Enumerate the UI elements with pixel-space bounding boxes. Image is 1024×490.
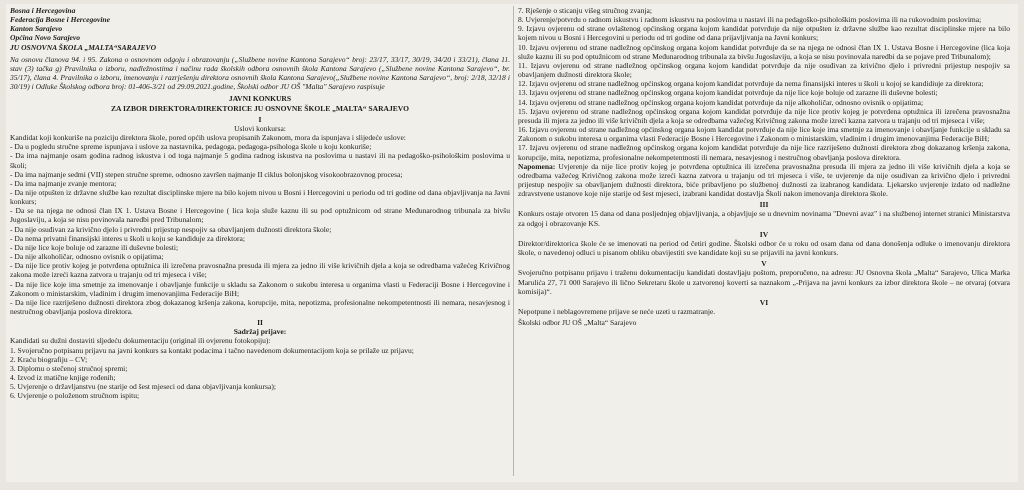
section-text: Nepotpune i neblagovremene prijave se neće uzeti u razmatranje.: [518, 307, 716, 316]
list-item: 12. Izjavu ovjerenu od strane nadležnog općinskog organa kojom kandidat potvrđuje da nema finansijski interes u školi u kojoj se kandidiuje za direktora;: [518, 79, 984, 89]
list-item: - Da nema privatni finansijski interes u školi u koju se kandiduje za direktora;: [10, 233, 245, 243]
notice-title: JAVNI KONKURS: [228, 94, 292, 104]
documents-list: [10, 346, 510, 401]
list-item: - Da nije otpušten iz državne službe kao rezultat disciplinske mjere na bilo kojem nivou u Bosni i Hercegovini u periodu od tri godine od dana objavljivanja na Javni konkurs;: [10, 187, 510, 207]
section-number: II: [257, 318, 263, 328]
header-line: Federacija Bosne i Hercegovine: [10, 15, 110, 25]
section-intro: Kandidat koji konkuriše na poziciju direktora škole, pored općih uslova propisanih Zakonom, mora da ispunjava i slijedeće uslove:: [10, 133, 406, 143]
section-number: I: [258, 114, 262, 124]
header-line: Kanton Sarajevo: [10, 24, 63, 34]
signature: Školski odbor JU OŠ „Malta“ Sarajevo: [518, 318, 637, 328]
list-item: 2. Kraću biografiju – CV;: [10, 354, 88, 364]
list-item: 3. Diplomu o stečenoj stručnoj spremi;: [10, 363, 128, 373]
list-item: - Da ima najmanje osam godina radnog iskustva i od toga najmanje 5 godina radnog iskustva na poslovima u nastavi ili na pedagoško-psihološkim poslovima u školi;: [10, 151, 510, 170]
list-item: 11. Izjavu ovjerenu od strane nadležnog općinskog organa kojom kandidat potvrđuje da nije osuđivan za krivično djelo i privredni prijestup nespojiv sa obavljanjem dužnosti direktora škole;: [518, 60, 1010, 80]
list-item: - Da se na njega ne odnosi član IX 1. Ustava Bosne i Hercegovine ( lica koja služe kaznu ili su pod optužnicom od strane Međunarodnog tribunala za bivšu Jugoslaviju, a koja se nisu povinovala naredbi pred Tribunalom;: [10, 206, 510, 225]
section-text: Direktor/direktorica škole će se imenovati na period od četiri godine. Školski odbor će u roku od osam dana od dana donošenja odluke o imenovanju direktora škole, o navedenoj odluci u pisanom obliku obavijestiti sve kandidate koji su se prijavili na javni konkurs.: [518, 238, 1010, 258]
institution-header: [10, 6, 510, 52]
newspaper-notice: [6, 4, 1018, 482]
list-item: - Da u pogledu stručne spreme ispunjava i uslove za nastavnika, pedagoga, pedagoga-psihologa škole u koju konkuriše;: [10, 142, 372, 152]
section-number: V: [761, 259, 767, 269]
section-number: IV: [759, 229, 769, 239]
list-item: 6. Uvjerenje o položenom stručnom ispitu;: [10, 391, 140, 401]
section-number: III: [759, 200, 769, 210]
list-item: - Da ima najmanje sedmi (VII) stepen stručne spreme, odnosno završen najmanje II ciklus bolonjskog visokoobrazovnog procesa;: [10, 169, 403, 179]
list-item: - Da nije lice koje ima smetnje za imenovanje i obavljanje funkcije u skladu sa Zakonom o sukobu interesa u organima vlasti u Federaciji Bosne i Hercegovine i Zakonom o ministarskim, vladinim i drugim imenovanjima Federacije BiH;: [10, 279, 510, 298]
section-intro: Kandidati su dužni dostaviti sljedeću dokumentaciju (original ili ovjerenu fotokopiju):: [10, 336, 271, 346]
list-item: 7. Rješenje o sticanju višeg stručnog zvanja;: [518, 6, 652, 15]
note-label: Napomena:: [518, 161, 556, 171]
left-column: [10, 6, 510, 480]
right-column: [518, 6, 1010, 480]
section-text: Svojeručno potpisanu prijavu i traženu dokumentaciju kandidati dostavljaju poštom, preporučeno, na adresu: JU Osnovna škola „Malta“ Sarajevo, Ulica Marka Marulića 27, 71 000 Sarajevo ili lično Sekretaru škole u zatvorenoj koverti sa naznakom „-Prijava na javni konkurs za izbor direktora škole – ne otvaraj (otvara komisija)“.: [518, 268, 1010, 296]
list-item: 16. Izjavu ovjerenu od strane nadležnog općinskog organa kojom kandidat potvrđuje da nije lice koje ima smetnje za imenovanje i obavljanje funkcije u skladu sa Zakonom o sukobu interesa u organima vlasti Federacije Bosne i Hercegovine i Zakonom o ministarskim, vladinim i drugim imenovanjima Federacije BiH;: [518, 125, 1010, 144]
list-item: 9. Izjavu ovjerenu od strane ovlaštenog općinskog organa kojom kandidat potvrđuje da nije otpušten iz državne službe kao rezultat disciplinske mjere na bilo kojem nivou u Bosni i Hercegovini u periodu od tri godine od dana prijavljivanja na Javni konkurs;: [518, 24, 1010, 43]
list-item: 4. Izvod iz matične knjige rođenih;: [10, 373, 116, 383]
list-item: 14. Izjavu ovjerenu od strane nadležnog općinskog organa kojom kandidat potvrđuje da nije alkoholičar, odnosno ovisnik o opijatima;: [518, 97, 924, 107]
list-item: 17. Izjavu ovjerenu od strane nadležnog općinskog organa kojom kandidat potvrđuje da nije lice razriješeno dužnosti direktora zbog dokazanog kršenja zakona, korupcije, mita, nepotizma, profesionalne nekompetentnosti ili nemara, nesavjesnog i nestručnog obavljanja poslova direktora.: [518, 143, 1010, 162]
section-title: Sadržaj prijave:: [233, 327, 287, 337]
notice-subtitle: ZA IZBOR DIREKTORA/DIREKTORICE JU OSNOVNE ŠKOLE „MALTA“ SARAJEVO: [111, 103, 409, 113]
section-title: Uslovi konkursa:: [234, 123, 286, 133]
note-text: Uvjerenje da nije lice protiv kojeg je potvrđena optužnica ili izrečena pravosnažna presuda ili mjera za jedno ili više krivičnih djela a koja se odredbama važećeg Krivičnog zakona može izreći kazna zatvora u trajanju od tri mjeseca i više, te uvjerenje da nije osuđivan za krivično djelo i privredni prijestup nespojiv sa obavljanjem dužnosti direktora, biće pribavljeno po službenoj dužnosti za izabranog kandidata. Ljekarsko uvjerenje izdato od nadležne zdravstvene ustanove koje nije starije od šest mjeseci, izabrani kandidat dostavlja Školi nakon imenovanja direktora škole.: [518, 161, 1010, 199]
list-item: 13. Izjavu ovjerenu od strane nadležnog općinskog organa kojom kandidat potvrđuje da nije lice koje boluje od zarazne ili duševne bolesti;: [518, 88, 938, 98]
list-item: - Da nije lice razriješeno dužnosti direktora zbog dokazanog kršenja zakona, korupcije, mita, nepotizma, profesionalne nekompetentnosti ili nemara, nesavjesnog i nestručnog obavljanja poslova direktora.: [10, 297, 510, 316]
list-item: 1. Svojeručno potpisanu prijavu na javni konkurs sa kontakt podacima i tačno navedenom dokumentacijom koja se prilaže uz prijavu;: [10, 345, 414, 355]
header-line: JU OSNOVNA ŠKOLA „MALTA“SARAJEVO: [10, 42, 157, 52]
list-item: - Da ima najmanje zvanje mentora;: [10, 178, 117, 188]
documents-list-continued: [518, 6, 1010, 162]
list-item: - Da nije lice koje boluje od zarazne ili duševne bolesti;: [10, 242, 179, 252]
list-item: 5. Uvjerenje o državljanstvu (ne starije od šest mjeseci od dana objavljivanja konkursa);: [10, 382, 276, 392]
list-item: 8. Uvjerenje/potvrdu o radnom iskustvu i radnom iskustvu na poslovima u nastavi ili na pedagoško-psihološkim poslovima ili na rukovodnim poslovima;: [518, 15, 982, 25]
list-item: 10. Izjavu ovjerenu od strane nadležnog općinskog organa kojom kandidat potvrđuje da se na njega ne odnosi član IX 1. Ustava Bosne i Hercegovine (lica koja služe kaznu ili su pod optužnicom od strane Međunarodnog tribunala za bivšu Jugoslaviju, a koja se nisu povinovala naredbi da se pojave pred Tribunalom);: [518, 42, 1010, 61]
column-divider: [513, 6, 514, 476]
section-text: Konkurs ostaje otvoren 15 dana od dana posljednjeg objavljivanja, a objavljuje se u dnevnim novinama "Dnevni avaz" i na službenoj internet stranici Ministarstva za odgoj i obrazovanje KS.: [518, 209, 1010, 228]
list-item: - Da nije alkoholičar, odnosno ovisnik o opijatima;: [10, 252, 164, 262]
note-paragraph: [518, 162, 1010, 199]
conditions-list: [10, 142, 510, 316]
list-item: 15. Izjavu ovjerenu od strane nadležnog općinskog organa kojom kandidat potvrđuje da nije lice protiv kojeg je potvrđena optužnica ili izrečena pravosnažna presuda ili mjera za jedno ili više krivičnih djela a koja se odredbama važećeg Krivičnog zakona može izreći kazna zatvora u trajanju od tri mjeseca i više;: [518, 106, 1010, 125]
legal-basis-intro: Na osnovu članova 94. i 95. Zakona o osnovnom odgoju i obrazovanju („Službene novine Kantona Sarajevo“ broj: 23/17, 33/17, 30/19, 34/20 i 33/21), člana 11. stav (3) tačka g) Pravilnika o izboru, nadležnostima i načinu rada školskih odbora osnovnih škola Kantona Sarajevo („Službene novine Kantona Sarajevo“, br. 35/17), člana 4. Pravilnika o izboru, imenovanju i razrješenju direktora osnovnih škola Kantona Sarajevo(„Službene novine Kantona Sarajevo“, broj: 2/18, 32/18 i 30/19) i Odluke Školskog odbora broj: 01-406-3/21 od 29.09.2021.godine, Školski odbor JU OŠ "Malta" Sarajevo raspisuje: [10, 54, 510, 92]
section-number: VI: [759, 297, 769, 307]
list-item: - Da nije osuđivan za krivično djelo i privredni prijestup nespojiv sa obavljanjem dužnosti direktora škole;: [10, 224, 332, 234]
list-item: - Da nije lice protiv kojeg je potvrđena optužnica ili izrečena pravosnažna presuda ili mjera za jedno ili više krivičnih djela a koja se odredbama važećeg Krivičnog zakona može izreći kazna zatvora u trajanju od tri mjeseca i više;: [10, 261, 510, 280]
header-line: Bosna i Hercegovina: [10, 6, 76, 15]
header-line: Općina Novo Sarajevo: [10, 33, 81, 43]
